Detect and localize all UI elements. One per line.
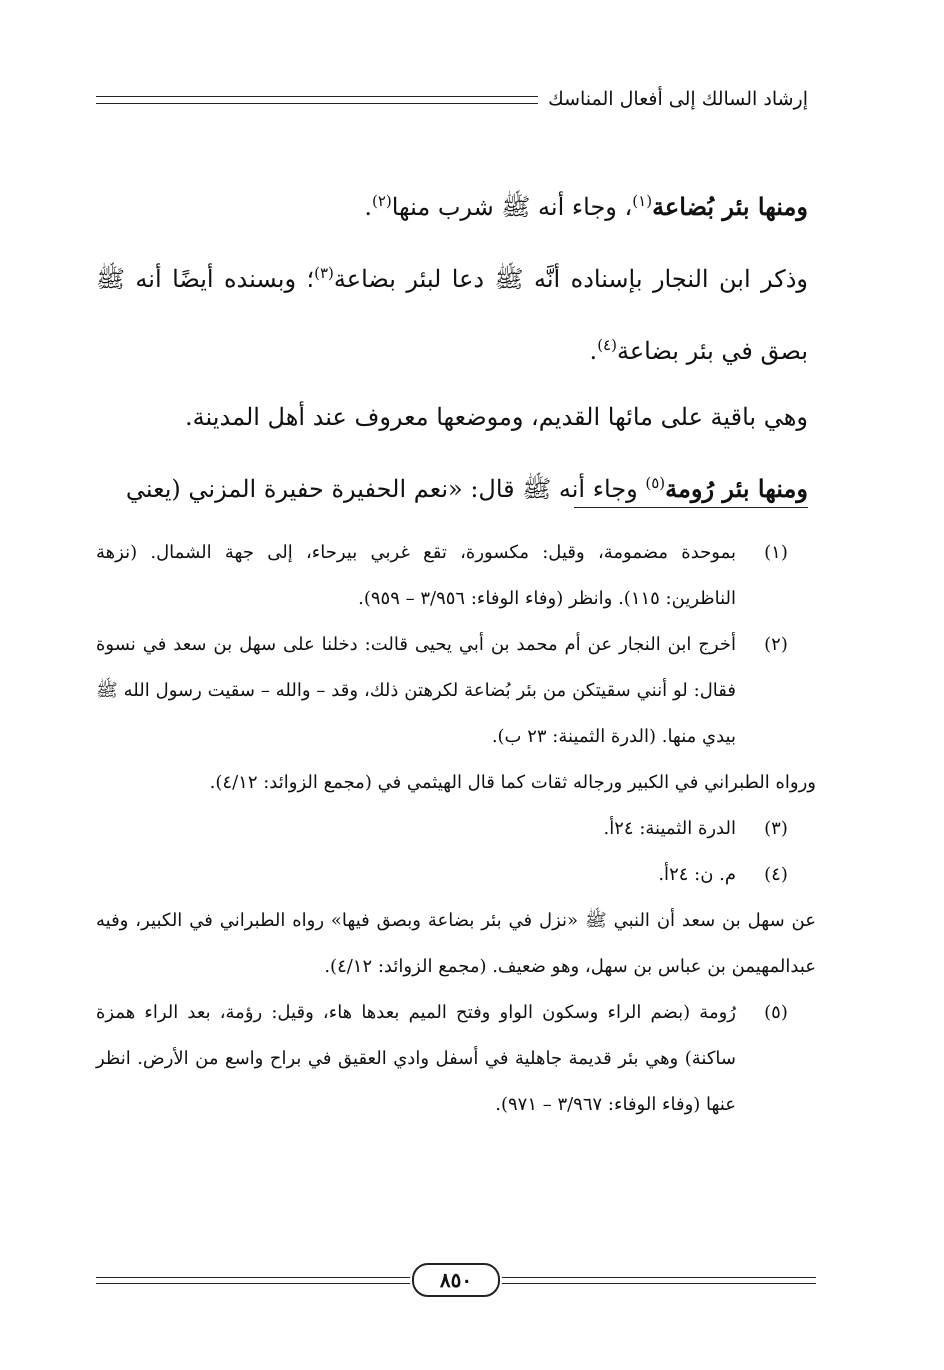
heading-bir-budaa: ومنها بئر بُضاعة: [652, 192, 808, 221]
paragraph-text: ، وجاء أنه ﷺ شرب منها: [391, 193, 633, 221]
footnote-ref-5[interactable]: (٥): [645, 474, 666, 492]
paragraph-text: ؛ وبسنده أيضًا أنه ﷺ بصق في بئر بضاعة: [96, 265, 808, 365]
footnote-number: (٤): [764, 864, 788, 885]
footnote-text: رُومة (بضم الراء وسكون الواو وفتح الميم بعدها هاء، وقيل: رؤمة، بعد الراء همزة ساكنة) وهي بئر قديمة جاهلية في أسفل وادي العقيق في براح واسع من الأرض. انظر عنها (وفاء الوفاء: ٣/٩٦٧ – ٩٧١).: [96, 1002, 736, 1115]
heading-bir-ruma: ومنها بئر رُومة: [665, 474, 808, 503]
footnote-2: [96, 622, 816, 760]
paragraph-ibn-najjar: [96, 240, 808, 384]
footnote-text: م. ن: ٢٤أ.: [658, 864, 736, 885]
paragraph-remains: وهي باقية على مائها القديم، وموضعها معروف عند أهل المدينة.: [185, 403, 808, 431]
footnote-number: (٣): [764, 818, 788, 839]
footnotes: [96, 530, 816, 1128]
footnote-text: الدرة الثمينة: ٢٤أ.: [603, 818, 736, 839]
footnote-ref-2[interactable]: (٢): [371, 192, 392, 210]
book-title: إرشاد السالك إلى أفعال المناسك: [548, 88, 808, 110]
page-number: ٨٥٠: [412, 1263, 500, 1297]
header-double-rule: [96, 96, 538, 104]
footnote-number: (٢): [764, 634, 788, 655]
paragraph-bir-ruma: [96, 450, 808, 522]
footnote-2-continuation: ورواه الطبراني في الكبير ورجاله ثقات كما قال الهيثمي في (مجمع الزوائد: ٤/١٢).: [209, 772, 816, 793]
footnote-separator: [574, 507, 808, 508]
footnote-ref-1[interactable]: (١): [632, 192, 653, 210]
page-footer: [96, 1262, 816, 1298]
footer-rule-right: [502, 1277, 816, 1284]
footnote-1: [96, 530, 816, 622]
main-text: [96, 168, 808, 522]
footnote-ref-3[interactable]: (٣): [314, 264, 334, 282]
running-header: [96, 84, 808, 114]
footnote-4-continuation: عن سهل بن سعد أن النبي ﷺ «نزل في بئر بضاعة وبصق فيها» رواه الطبراني في الكبير، وفيه عبدالمهيمن بن عباس بن سهل، وهو ضعيف. (مجمع الزوائد: ٤/١٢).: [96, 910, 816, 977]
footnote-5: [96, 990, 816, 1128]
footnote-ref-4[interactable]: (٤): [597, 336, 617, 354]
footnote-text: أخرج ابن النجار عن أم محمد بن أبي يحيى قالت: دخلنا على سهل بن سعد في نسوة فقال: لو أنني سقيتكن من بئر بُضاعة لكرهتن ذلك، وقد – والله – سقيت رسول الله ﷺ بيدي منها. (الدرة الثمينة: ٢٣ ب).: [96, 634, 736, 747]
footnote-4: [96, 852, 816, 898]
paragraph-text: وذكر ابن النجار بإسناده أنَّه ﷺ دعا لبئر بضاعة: [333, 265, 808, 293]
footnote-3: [96, 806, 816, 852]
paragraph-text: وجاء أنه ﷺ قال: «نعم الحفيرة حفيرة المزني (يعني: [125, 475, 646, 503]
footer-rule-left: [96, 1277, 410, 1284]
footnote-text: بموحدة مضمومة، وقيل: مكسورة، تقع غربي بيرحاء، إلى جهة الشمال. (نزهة الناظرين: ١١٥). وانظر (وفاء الوفاء: ٣/٩٥٦ – ٩٥٩).: [96, 542, 736, 609]
footnote-number: (١): [764, 542, 788, 563]
footnote-number: (٥): [764, 1002, 788, 1023]
paragraph-end: .: [364, 193, 372, 221]
paragraph-end: .: [589, 337, 598, 365]
paragraph-bir-budaa: [96, 168, 808, 240]
